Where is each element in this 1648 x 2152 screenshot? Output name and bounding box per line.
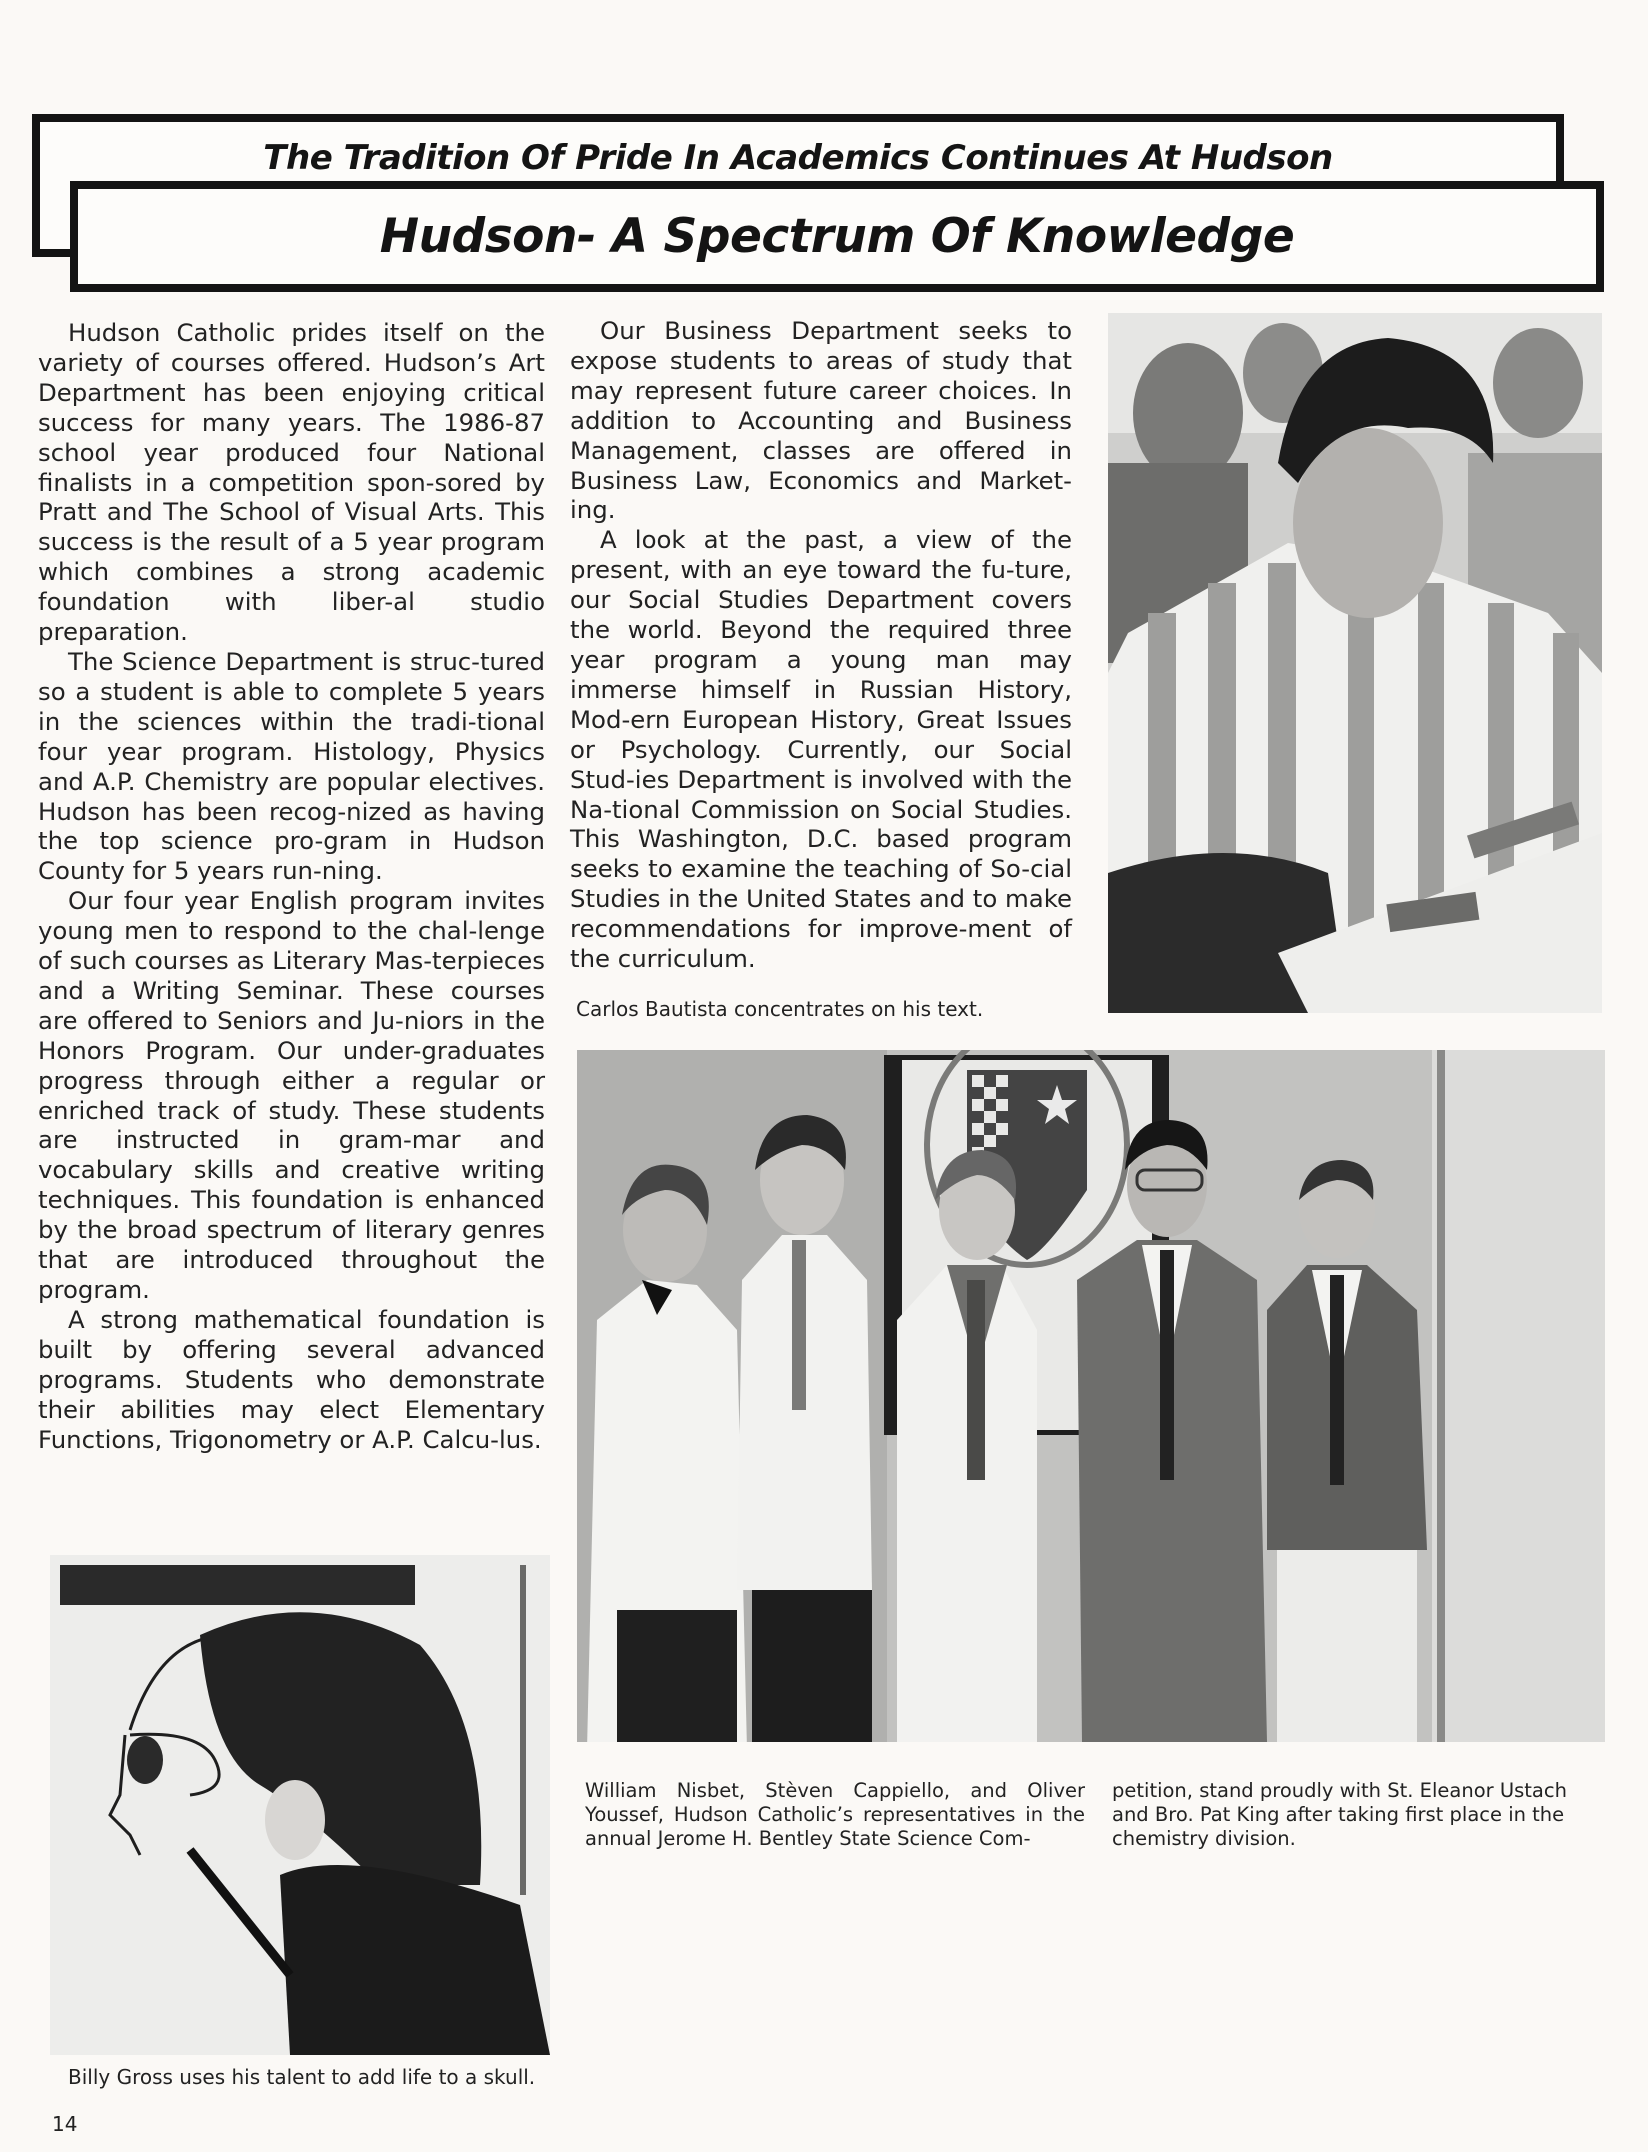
paragraph-social-studies: A look at the past, a view of the present, with an eye toward the fu-ture, our Social Studies Department covers the world. Beyond the required three year program a young man may immerse himself in Russian History, Mod-ern European History, Great Issues or Psychology. Currently, our Social Stud-ies Department is involved with the Na-tional Commission on Social Studies. This Washington, D.C. based program seeks to examine the teaching of So-cial Studies in the United States and to make recommendations for improve-ment of the curriculum. bbox=[570, 525, 1072, 974]
page-number: 14 bbox=[52, 2112, 78, 2136]
photo-science-winners bbox=[577, 1050, 1605, 1742]
paragraph-science: The Science Department is struc-tured so a student is able to complete 5 years in the sciences within the tradi-tional four year program. Histology, Physics and A.P. Chemistry are popular electives. Hudson has been recog-nized as having the top science pro-gram in Hudson County for 5 years run-ning. bbox=[38, 646, 545, 886]
header-title-box bbox=[70, 181, 1604, 292]
photo-skull-drawing bbox=[50, 1555, 550, 2055]
caption-student: Carlos Bautista concentrates on his text. bbox=[576, 997, 984, 1021]
caption-group-part2: petition, stand proudly with St. Eleanor Ustach and Bro. Pat King after taking first place in the chemistry division. bbox=[1112, 1779, 1567, 1850]
page-title: Hudson- A Spectrum Of Knowledge bbox=[379, 209, 1295, 264]
paragraph-math: A strong mathematical foundation is built by offering several advanced programs. Students who demonstrate their abilities may elect Elementary Functions, Trigonometry or A.P. Calcu-lus. bbox=[38, 1304, 545, 1454]
article-middle-column bbox=[570, 316, 1072, 974]
paragraph-business: Our Business Department seeks to expose students to areas of study that may represent future career choices. In addition to Accounting and Business Management, classes are offered in Business Law, Economics and Market-ing. bbox=[570, 316, 1072, 525]
caption-group-part1: William Nisbet, Stèven Cappiello, and Oliver Youssef, Hudson Catholic’s representatives in the annual Jerome H. Bentley State Science Com- bbox=[585, 1779, 1085, 1850]
student-reading-image bbox=[1108, 313, 1602, 1013]
article-left-column bbox=[38, 318, 545, 1454]
science-winners-image bbox=[577, 1050, 1605, 1742]
header-subtitle: The Tradition Of Pride In Academics Continues At Hudson bbox=[263, 138, 1333, 178]
caption-art: Billy Gross uses his talent to add life to a skull. bbox=[68, 2065, 536, 2089]
skull-drawing-image bbox=[50, 1555, 550, 2055]
paragraph-english: Our four year English program invites young men to respond to the chal-lenge of such courses as Literary Mas-terpieces and a Writing Seminar. These courses are offered to Seniors and Ju-niors in the Honors Program. Our under-graduates progress through either a regular or enriched track of study. These students are instructed in gram-mar and vocabulary skills and creative writing techniques. This foundation is enhanced by the broad spectrum of literary genres that are introduced throughout the program. bbox=[38, 886, 545, 1304]
photo-student-reading bbox=[1108, 313, 1602, 1013]
paragraph-art: Hudson Catholic prides itself on the variety of courses offered. Hudson’s Art Department has been enjoying critical success for many years. The 1986-87 school year produced four National finalists in a competition spon-sored by Pratt and The School of Visual Arts. This success is the result of a 5 year program which combines a strong academic foundation with liber-al studio preparation. bbox=[38, 318, 545, 647]
